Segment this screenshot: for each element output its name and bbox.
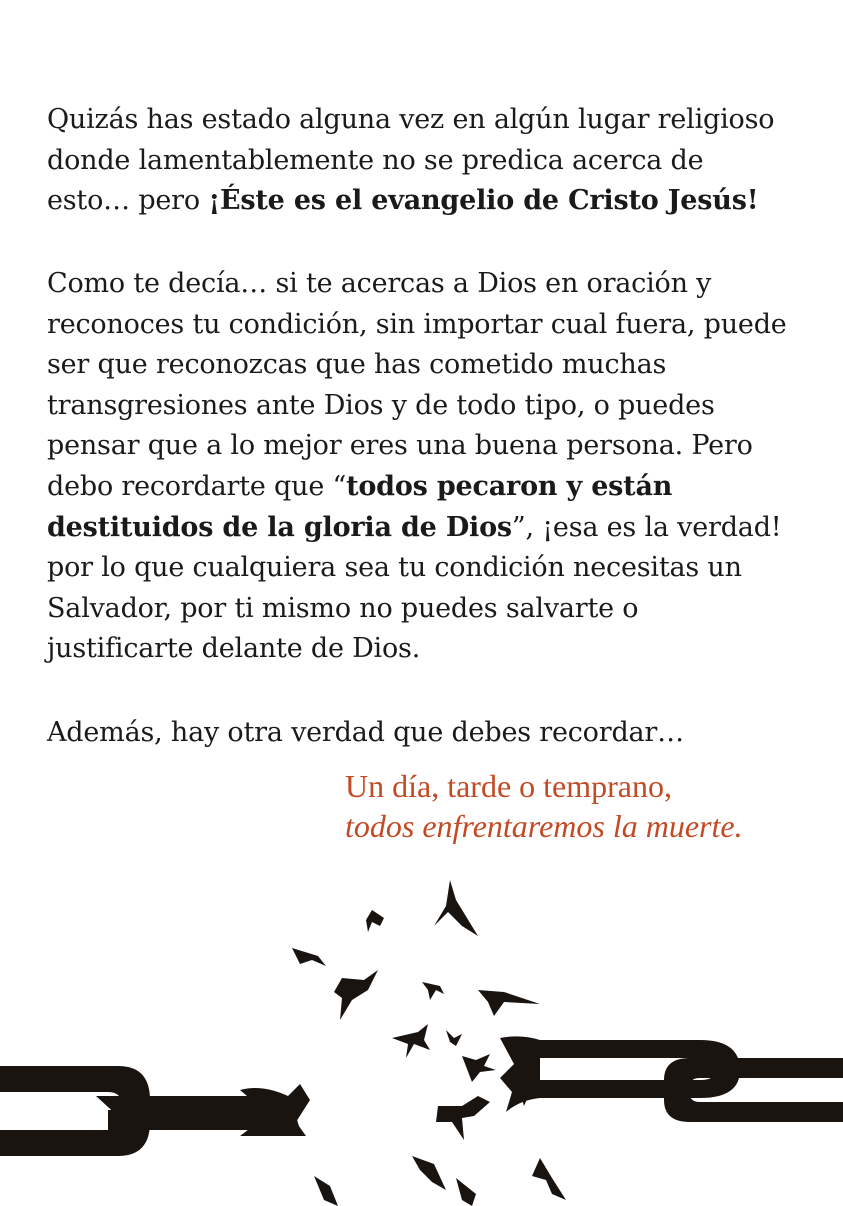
paragraph-2 <box>47 264 787 670</box>
quote-line-1: Un día, tarde o temprano, <box>345 768 672 804</box>
paragraph-2-emphasis: todos pecaron y están destituidos de la gloria de Dios <box>47 470 673 543</box>
paragraph-2-tail: ”, ¡esa es la verdad! por lo que cualquiera sea tu condición necesitas un Salvador, por ti mismo no puedes salvarte o justificarte delante de Dios. <box>47 511 782 665</box>
paragraph-1 <box>47 100 787 222</box>
paragraph-1-emphasis: ¡Éste es el evangelio de Cristo Jesús! <box>208 185 759 217</box>
highlight-quote <box>345 766 825 846</box>
paragraph-2-text: Como te decía… si te acercas a Dios en oración y reconoces tu condición, sin importar cual fuera, puede ser que reconozcas que has cometido muchas transgresiones ante Dios y de todo tipo, o puedes pensar que a lo mejor eres una buena persona. Pero debo recordarte que “ <box>47 268 787 502</box>
paragraph-3-text: Además, hay otra verdad que debes recordar… <box>47 717 684 748</box>
broken-chain-birds-icon <box>0 860 843 1206</box>
paragraph-1-text: Quizás has estado alguna vez en algún lugar religioso donde lamentablemente no se predica acerca de esto… pero <box>47 104 775 217</box>
quote-line-2: todos enfrentaremos la muerte. <box>345 808 743 844</box>
paragraph-3 <box>47 713 787 754</box>
